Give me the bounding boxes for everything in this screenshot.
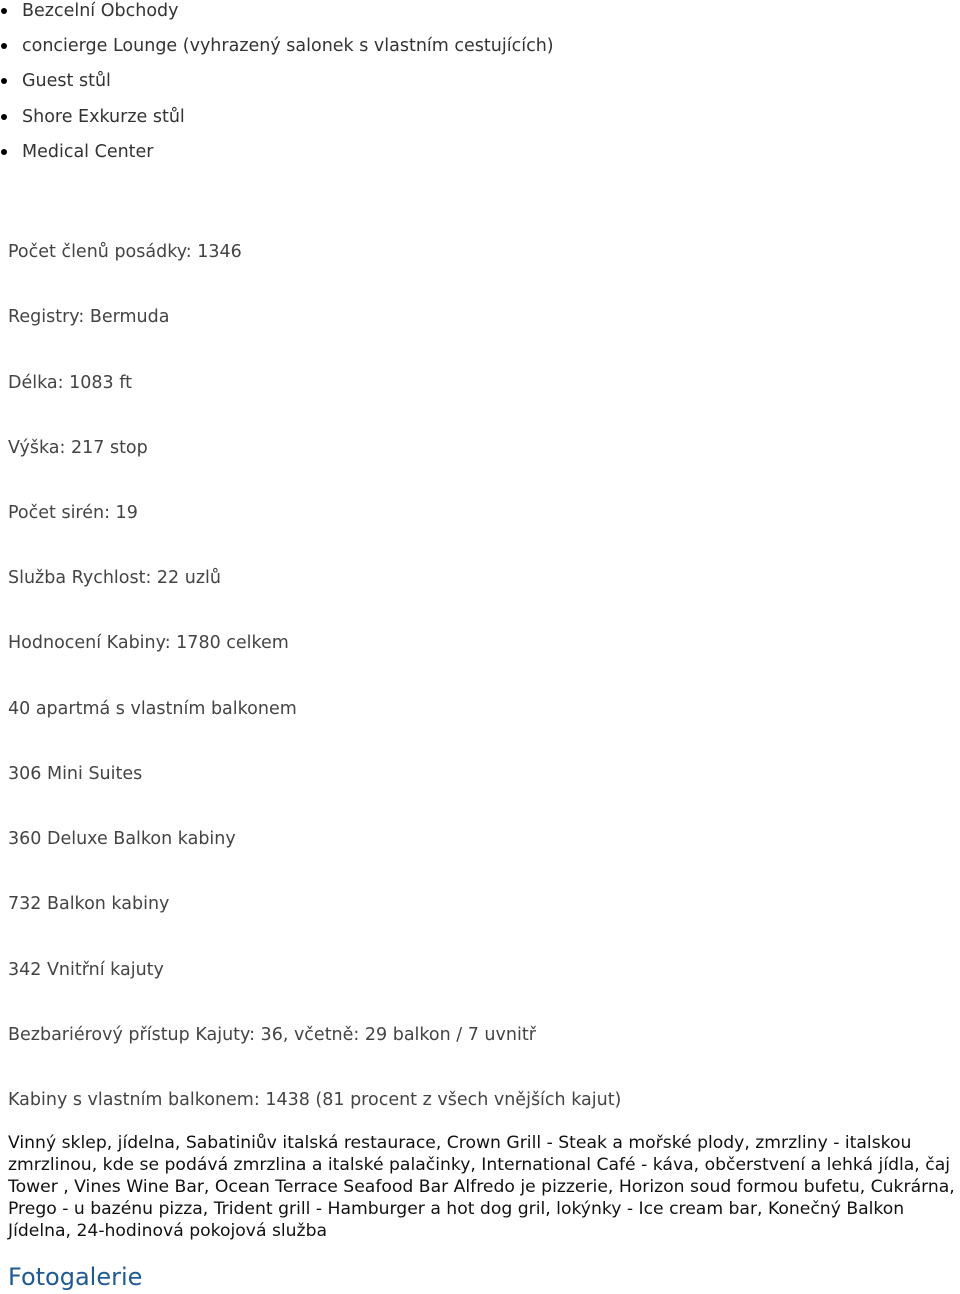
crew-count: Počet členů posádky: 1346 — [8, 242, 242, 262]
length: Délka: 1083 ft — [8, 373, 132, 393]
facility-label: Medical Center — [22, 142, 154, 162]
inside-cabins: 342 Vnitřní kajuty — [8, 960, 164, 980]
dining-description: Vinný sklep, jídelna, Sabatiniův italská restaurace, Crown Grill - Steak a mořské plody, zmrzliny - italskou zmrzlinou, kde se podává zmrzlina a italské palačinky, International Café - káva, občerstvení a lehká jídla, čaj Tower , Vines Wine Bar, Ocean Terrace Seafood Bar Alfredo je pizzerie, Horizon soud formou bufetu, Cukrárna, Prego - u bazénu pizza, Trident grill - Hamburger a hot dog gril, lokýnky - Ice cream bar, Konečný Balkon Jídelna, 24-hodinová pokojová služba — [8, 1133, 955, 1241]
registry: Registry: Bermuda — [8, 307, 170, 327]
bullet-icon — [1, 43, 7, 49]
bullet-icon — [1, 149, 7, 155]
siren-count: Počet sirén: 19 — [8, 503, 138, 523]
height: Výška: 217 stop — [8, 438, 148, 458]
facility-label: Guest stůl — [22, 71, 111, 91]
cabin-total: Hodnocení Kabiny: 1780 celkem — [8, 633, 289, 653]
suites-balcony: 40 apartmá s vlastním balkonem — [8, 699, 297, 719]
balcony-cabins: 732 Balkon kabiny — [8, 894, 170, 914]
accessible-cabins: Bezbariérový přístup Kajuty: 36, včetně: 29 balkon / 7 uvnitř — [8, 1025, 536, 1045]
service-speed: Služba Rychlost: 22 uzlů — [8, 568, 221, 588]
photo-gallery-heading[interactable]: Fotogalerie — [8, 1263, 143, 1291]
facility-label: Bezcelní Obchody — [22, 1, 179, 21]
facility-label: concierge Lounge (vyhrazený salonek s vlastním cestujících) — [22, 36, 554, 56]
mini-suites: 306 Mini Suites — [8, 764, 143, 784]
bullet-icon — [1, 78, 7, 84]
deluxe-balcony-cabins: 360 Deluxe Balkon kabiny — [8, 829, 236, 849]
bullet-icon — [1, 8, 7, 14]
bullet-icon — [1, 114, 7, 120]
private-balcony-cabins: Kabiny s vlastním balkonem: 1438 (81 procent z všech vnějších kajut) — [8, 1090, 622, 1110]
facility-label: Shore Exkurze stůl — [22, 107, 185, 127]
